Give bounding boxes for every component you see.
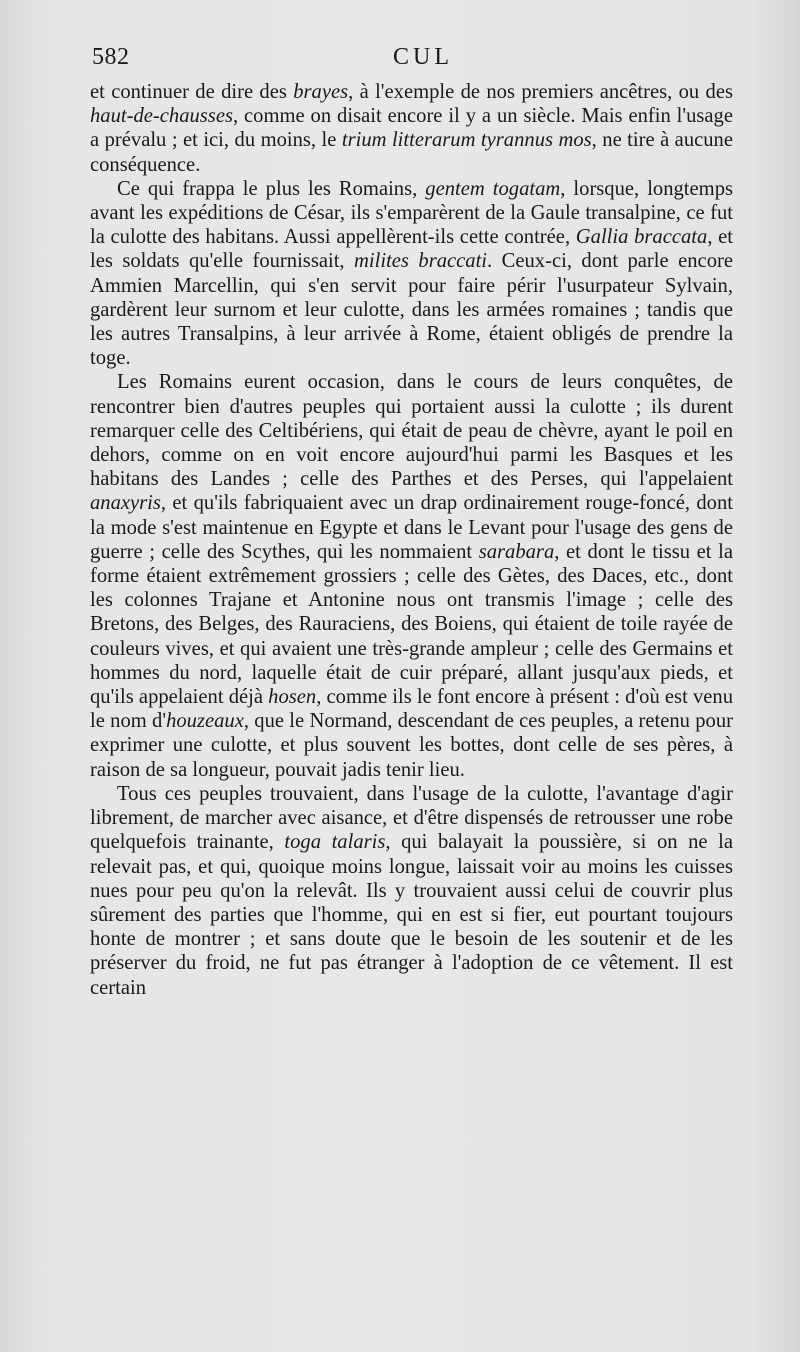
page-number: 582 <box>92 44 130 70</box>
text-run: . Ceux-ci, dont parle encore Ammien Marcellin, qui s'en servit pour faire périr l'usurpateur Sylvain, gardèrent leur surnom et leur culotte, dans les armées romaines ; tandis que les autres Transalpins, à leur arrivée à Rome, étaient obligés de prendre la toge. <box>90 250 733 370</box>
text-run: Tous ces peuples trouvaient, dans l'usage de la culotte, l'avantage d'agir librement, de marcher avec aisance, et d'être dispensés de retrousser une robe quelquefois trainante, <box>90 782 733 854</box>
paragraph <box>90 370 733 781</box>
text-run: , et qu'ils fabriquaient avec un drap ordinairement rouge-foncé, dont la mode s'est maintenue en Egypte et dans le Levant pour l'usage des gens de guerre ; celle des Scythes, qui les nommaient <box>90 492 733 563</box>
italic-text: hosen <box>268 686 317 709</box>
text-run: , comme on disait encore il y a un siècle. Mais enfin l'usage a prévalu ; et ici, du moins, le <box>90 105 733 152</box>
running-head: CUL <box>393 44 453 70</box>
italic-text: trium litterarum tyrannus mos <box>341 129 592 152</box>
text-run: , et les soldats qu'elle fournissait, <box>90 226 734 273</box>
text-run: , ne tire à aucune conséquence. <box>90 129 733 176</box>
text-run: Les Romains eurent occasion, dans le cours de leurs conquêtes, de rencontrer bien d'autres peuples qui portaient aussi la culotte ; ils durent remarquer celle des Celtibériens, qui était de peau de chèvre, ayant le poil en dehors, comme on en voit encore aujourd'hui parmi les Basques et les habitans des Landes ; celle des Parthes et des Perses, qui l'appelaient <box>90 371 733 491</box>
paragraph <box>90 782 733 1000</box>
italic-text: toga talaris <box>284 831 386 854</box>
text-run: , lorsque, longtemps avant les expéditions de César, ils s'emparèrent de la Gaule transalpine, ce fut la culotte des habitans. Aussi appellèrent-ils cette contrée, <box>90 177 734 249</box>
text-run: , que le Normand, descendant de ces peuples, a retenu pour exprimer une culotte, et plus souvent les bottes, dont celle de ses pères, à raison de sa longueur, pouvait jadis tenir lieu. <box>90 710 733 781</box>
italic-text: brayes <box>293 81 349 103</box>
italic-text: gentem togatam <box>425 177 561 200</box>
body-text <box>90 80 733 1000</box>
text-run: , et dont le tissu et la forme étaient extrêmement grossiers ; celle des Gètes, des Daces, etc., dont les colonnes Trajane et Antonine nous ont transmis l'image ; celle des Bretons, des Belges, des Rauraciens, des Boiens, qui étaient de toile rayée de couleurs vives, et qui avaient une très-grande ampleur ; celle des Germains et hommes du nord, laquelle était de cuir préparé, allant jusqu'aux pieds, et qu'ils appelaient déjà <box>90 540 733 709</box>
italic-text: anaxyris <box>90 492 161 515</box>
text-run: Ce qui frappa le plus les Romains, <box>117 177 426 200</box>
paragraph <box>90 80 733 177</box>
text-run: et continuer de dire des <box>90 81 294 103</box>
text-run: , comme ils le font encore à présent : d'où est venu le nom d' <box>90 686 733 733</box>
italic-text: Gallia braccata <box>575 226 708 249</box>
italic-text: milites braccati <box>354 250 488 273</box>
italic-text: haut-de-chausses <box>90 105 233 128</box>
italic-text: houzeaux <box>166 710 244 733</box>
text-run: , à l'exemple de nos premiers ancêtres, ou des <box>348 81 734 103</box>
paragraph <box>90 177 733 371</box>
page-header <box>92 44 732 78</box>
text-run: , qui balayait la poussière, si on ne la relevait pas, et qui, quoique moins longue, laissait voir au moins les cuisses nues pour peu qu'on la relevât. Ils y trouvaient aussi celui de couvrir plus sûrement des parties que l'homme, qui en est si fier, eut pourtant toujours honte de montrer ; et sans doute que le besoin de les soutenir et de les préserver du froid, ne fut pas étranger à l'adoption de ce vêtement. Il est certain <box>90 831 733 999</box>
italic-text: sarabara <box>478 540 555 563</box>
